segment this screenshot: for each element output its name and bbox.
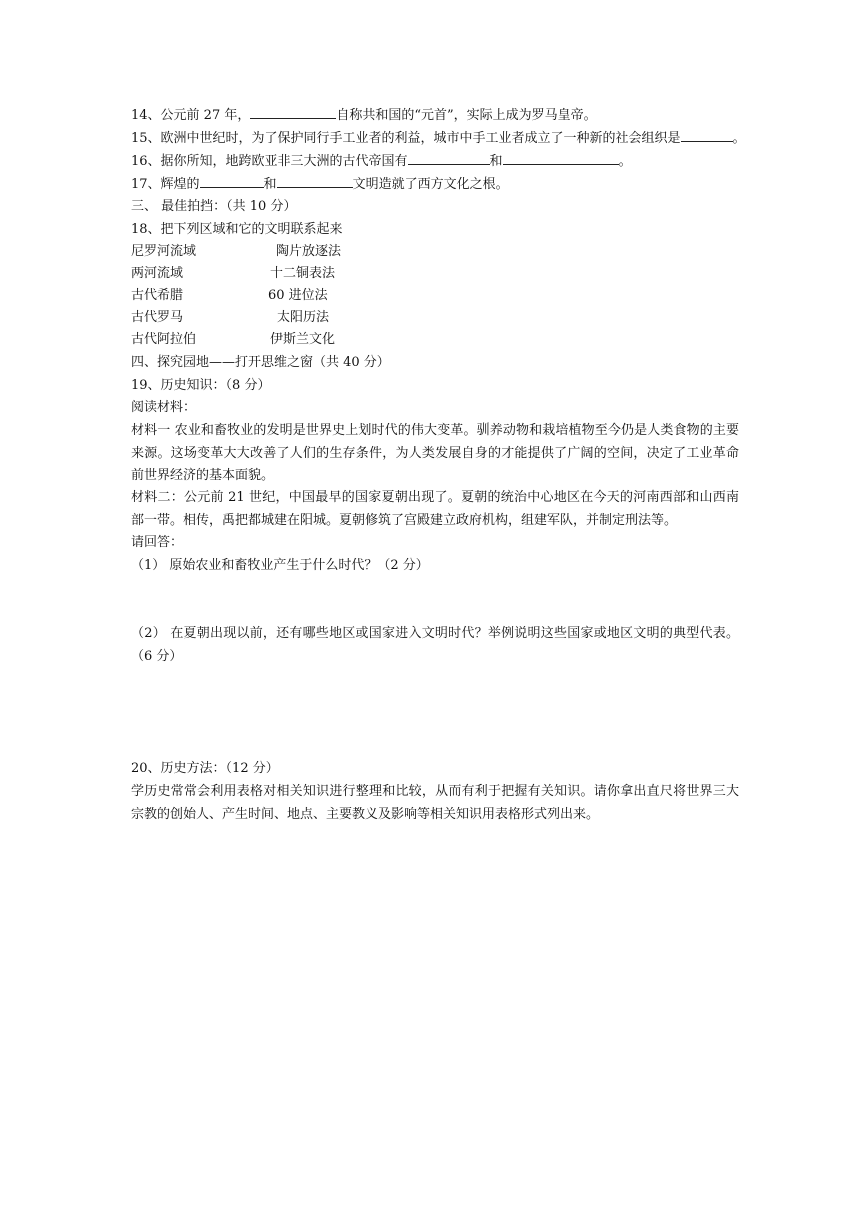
question-19-title: 19、历史知识：（8 分） — [131, 378, 271, 393]
sub-question-1: （1） 原始农业和畜牧业产生于什么时代？（2 分） — [131, 558, 429, 573]
civilization-item: 太阳历法 — [277, 310, 330, 325]
q16-prefix: 16、据你所知，地跨欧亚非三大洲的古代帝国有 — [131, 154, 408, 169]
q16-blank-2[interactable] — [503, 150, 619, 165]
question-16 — [131, 150, 741, 173]
question-15 — [131, 127, 746, 150]
q17-blank-2[interactable] — [277, 173, 353, 188]
q15-suffix: 。 — [732, 131, 746, 146]
region-item: 尼罗河流域 — [131, 244, 197, 259]
region-item: 古代希腊 — [131, 288, 184, 303]
q17-mid: 和 — [263, 177, 277, 192]
question-14 — [131, 104, 741, 127]
question-17 — [131, 173, 741, 196]
civilization-item: 十二铜表法 — [270, 266, 336, 281]
answer-prompt: 请回答： — [131, 535, 184, 550]
civilization-item: 伊斯兰文化 — [270, 332, 336, 347]
q15-text: 15、欧洲中世纪时，为了保护同行手工业者的利益，城市中手工业者成立了一种新的社会组织是 — [131, 131, 681, 146]
region-item: 两河流域 — [131, 266, 184, 281]
reading-label: 阅读材料： — [131, 400, 197, 415]
section-3-heading: 三、 最佳拍挡：（共 10 分） — [131, 199, 297, 214]
material-2: 材料二：公元前 21 世纪，中国最早的国家夏朝出现了。夏朝的统治中心地区在今天的河南西部和山西南部一带。相传，禹把都城建在阳城。夏朝修筑了宫殿建立政府机构，组建军队，并制定刑法等。 — [131, 490, 739, 528]
sub-question-2: （2） 在夏朝出现以前，还有哪些地区或国家进入文明时代？举例说明这些国家或地区文明的典型代表。（6 分） — [131, 626, 739, 664]
q14-blank[interactable] — [250, 104, 336, 119]
q17-prefix: 17、辉煌的 — [131, 177, 200, 192]
q17-suffix: 文明造就了西方文化之根。 — [352, 177, 509, 192]
q15-blank[interactable] — [681, 127, 733, 142]
section-4-heading: 四、探究园地——打开思维之窗（共 40 分） — [131, 355, 390, 370]
q17-blank-1[interactable] — [200, 173, 264, 188]
civilization-item: 陶片放逐法 — [276, 244, 342, 259]
q16-suffix: 。 — [618, 154, 632, 169]
region-item: 古代罗马 — [131, 310, 184, 325]
q14-suffix: 自称共和国的“元首”，实际上成为罗马皇帝。 — [336, 108, 597, 123]
q16-mid: 和 — [489, 154, 503, 169]
civilization-item: 60 进位法 — [268, 288, 328, 303]
question-18-title: 18、把下列区域和它的文明联系起来 — [131, 222, 343, 237]
q16-blank-1[interactable] — [408, 150, 490, 165]
material-1: 材料一 农业和畜牧业的发明是世界史上划时代的伟大变革。驯养动物和栽培植物至今仍是人类食物的主要来源。这场变革大大改善了人们的生存条件，为人类发展自身的才能提供了广阔的空间，决定了工业革命前世界经济的基本面貌。 — [131, 423, 739, 483]
question-20-title: 20、历史方法：（12 分） — [131, 761, 279, 776]
region-item: 古代阿拉伯 — [131, 332, 197, 347]
q14-prefix: 14、公元前 27 年， — [131, 108, 251, 123]
question-20-body: 学历史常常会利用表格对相关知识进行整理和比较，从而有利于把握有关知识。请你拿出直尺将世界三大宗教的创始人、产生时间、地点、主要教义及影响等相关知识用表格形式列出来。 — [131, 784, 739, 822]
